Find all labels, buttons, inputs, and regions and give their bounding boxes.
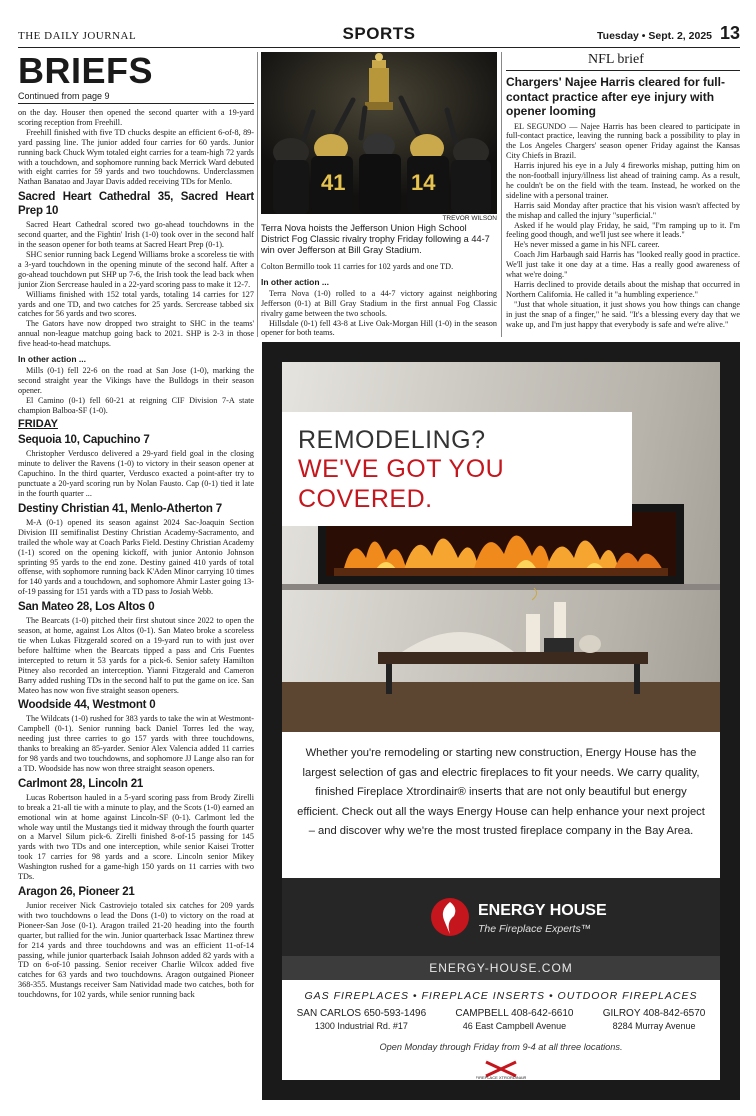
brief-paragraph: Mills (0-1) fell 22-6 on the road at San Jose (1-0), marking the second straight year the Vikings have the Bulldogs in their season opener.	[18, 365, 254, 395]
ad-headline-line2: WE'VE GOT YOU COVERED.	[298, 455, 505, 513]
friday-label: FRIDAY	[18, 418, 58, 431]
jersey-number-41: 41	[321, 170, 346, 195]
team-trophy-photo	[261, 52, 497, 214]
brand-name: ENERGY HOUSE	[478, 902, 607, 919]
ad-headline-line1: REMODELING?	[298, 426, 486, 454]
vase-icon	[579, 635, 601, 653]
story-headline: Sequoia 10, Capuchino 7	[18, 434, 150, 447]
brief-paragraph: on the day. Houser then opened the second quarter with a 19-yard scoring reception from Freehill.	[18, 108, 254, 127]
nfl-paragraph: Harris declined to provide details about the mishap that occurred in Northern California. He called it "a humbling experience."	[506, 280, 740, 299]
ad-services: GAS FIREPLACES • FIREPLACE INSERTS • OUTDOOR FIREPLACES	[304, 990, 698, 1002]
brief-paragraph: The Bearcats (1-0) pitched their first shutout since 2022 to open the season, at home, against Los Altos (0-1). San Mateo broke a scoreless tie when Lukas Fitzgerald scored on a 19-yard run to with just over before halftime when the Bearcats tipped a pass and Cris Fuentes intercepted to return it 53 yards for a pick-6. Senior safety Hamilton Pitney also recorded an interception. Yianni Fitzgerald and Cameron Barry added rushing TDs in the second half to put the game on ice. San Mateo has now won five straight season openers.	[18, 616, 254, 695]
nfl-paragraph: He's never missed a game in his NFL career.	[514, 240, 660, 250]
nfl-headline: Chargers' Najee Harris cleared for full-contact practice after eye injury with opener looming	[506, 75, 725, 118]
story-headline: Aragon 26, Pioneer 21	[18, 886, 135, 898]
ad-hours: Open Monday through Friday from 9-4 at all three locations.	[379, 1042, 623, 1052]
ad-body-copy: Whether you're remodeling or starting new construction, Energy House has the largest selection of gas and electric fireplaces to fit your needs. We carry quality, finished Fireplace Xtrordinair® inserts that are not only beautiful but energy efficient. Check out all the ways Energy House can help enhance your next project – and discover why we're the most trusted fireplace company in the Bay Area.	[297, 747, 705, 837]
energy-house-emblem-icon	[431, 898, 469, 936]
ad-locations	[282, 1008, 720, 1031]
ad-panel	[282, 362, 720, 1080]
coffee-table	[378, 652, 648, 664]
fireplace-photo	[282, 362, 720, 732]
brief-paragraph: M-A (0-1) opened its season against 2024 Sac-Joaquin Section Division III semifinalist Destiny Christian Academy-Sacramento, and trailed the whole way at Coach Parks Field. Destiny Christian Academy (1-1) scored on the opening kickoff, with junior Antonio Johnson sprinting 95 yards to the end zone. Destiny gained 410 yards of total offense, with sophomore running back K'Aden Minor carrying 10 times for 140 yards and a touchdown, and sophomore Ahmir Laster going 13-of-19 passing for 151 yards with a TD pass to Josiah Webb.	[18, 517, 254, 597]
page-number: 13	[719, 23, 740, 43]
nfl-paragraph: Harris injured his eye in a July 4 fireworks mishap, putting him on the non-football injury/illness list ahead of training camp. As a result, he couldn't be on the field with the team. Instead, he worked on the sideline with a personal trainer.	[506, 161, 740, 200]
column-divider	[257, 52, 258, 337]
fireplace-xtrordinair-logo	[476, 1058, 526, 1080]
nfl-kicker: NFL brief	[506, 52, 740, 71]
photo-caption: Terra Nova hoists the Jefferson Union High School District Fog Classic rivalry trophy Friday following a 44-7 win over Jefferson at Bill Gray Stadium.	[261, 223, 490, 255]
candle-icon	[526, 614, 540, 652]
story-headline: San Mateo 28, Los Altos 0	[18, 601, 155, 614]
svg-text:FIREPLACE XTRORDINAIR: FIREPLACE XTRORDINAIR	[476, 1075, 526, 1080]
location-gilroy	[603, 1008, 706, 1031]
brief-paragraph: Lucas Robertson hauled in a 5-yard scoring pass from Brody Zirelli to break a 21-all tie with a minute to play, and the Scots (1-0) earned an emotional win at home against Lincoln-SF (0-1). Carlmont led the whole way until the Mustangs tied it midway through the fourth quarter on a Marvel Silum pick-6. Zirelli finished 8-of-15 passing for 145 yards with two TDs and one interception, while senior Kaisei Trotter took 17 carries for 98 yards and a score. Lincoln senior Mikey Washington rushed for a game-high 150 yards on 11 carries with two TDs.	[18, 792, 254, 882]
bowl-icon	[402, 632, 514, 652]
nfl-paragraph: Coach Jim Harbaugh said Harris has "looked really good in practice. We'll just take it one day at a time. Has a really good awareness of what we're doing."	[506, 250, 740, 280]
ad-brand-bar	[282, 878, 720, 956]
nfl-paragraph: Harris said Monday after practice that his vision wasn't affected by the mishap and called the injury "superficial."	[506, 200, 740, 220]
masthead	[18, 22, 740, 48]
photo-credit: TREVOR WILSON	[442, 215, 497, 222]
story-headline: Destiny Christian 41, Menlo-Atherton 7	[18, 502, 222, 515]
column-divider	[501, 52, 502, 337]
divider	[18, 103, 254, 104]
brief-paragraph: Christopher Verdusco delivered a 29-yard field goal in the closing minute to deliver the Ravens (1-0) to victory in their season opener at Capuchino. In the third quarter, Verdusco exacted a point-after try to punctuate a 20-yard scoring run by Nolan Fausto. Cap (0-1) tied it late in the fourth quarter ...	[18, 449, 254, 498]
nfl-brief-column	[506, 52, 740, 330]
location-phone: CAMPBELL 408-642-6610	[455, 1008, 574, 1019]
brief-paragraph: Colton Bermillo took 11 carries for 102 yards and one TD.	[261, 262, 454, 271]
jersey-number-14: 14	[411, 170, 436, 195]
location-address: 8284 Murray Avenue	[612, 1021, 696, 1031]
section-title: SPORTS	[342, 24, 416, 43]
energy-house-logo	[282, 878, 720, 956]
story-headline: Woodside 44, Westmont 0	[18, 699, 156, 712]
paper-name: THE DAILY JOURNAL	[18, 30, 137, 42]
location-address: 1300 Industrial Rd. #17	[314, 1021, 408, 1031]
story-headline: Sacred Heart Cathedral 35, Sacred Heart Prep 10	[18, 191, 254, 218]
energy-house-ad	[262, 342, 740, 1100]
location-phone: SAN CARLOS 650-593-1496	[296, 1008, 427, 1019]
brief-paragraph: Williams finished with 152 total yards, totaling 14 carries for 127 yards and one TD, and two catches for 25 yards. Sercrease tabbed six catches for 56 yards and two scores.	[18, 289, 254, 319]
brief-paragraph: Hillsdale (0-1) fell 43-8 at Live Oak-Morgan Hill (1-0) in the season opener for both teams.	[261, 318, 497, 338]
briefs-body	[18, 108, 254, 1000]
brief-paragraph: Sacred Heart Cathedral scored two go-ahead touchdowns in the second quarter, and the Fightin' Irish (1-0) took over in the second half in the season opener for both teams at Sacred Heart Prep (0-1).	[18, 220, 254, 250]
mid-story-body	[261, 262, 497, 338]
briefs-column	[18, 52, 254, 1102]
photo-column	[261, 52, 497, 338]
location-phone: GILROY 408-842-6570	[602, 1008, 706, 1019]
nfl-paragraph: EL SEGUNDO — Najee Harris has been cleared to participate in full-contact practice, leaving the running back a possibility to play in the Los Angeles Chargers' season opener Friday against the Kansas City Chiefs in Brazil.	[506, 121, 740, 161]
brief-paragraph: The Gators have now dropped two straight to SHC in the teams' annual non-league matchup going back to 2021. SHP is 2-3 in those five head-to-head matchups.	[18, 319, 254, 349]
nfl-paragraph: "Just that whole situation, it just shows you how things can change in just the snap of a finger," he said. "It's a blessing every day that we wake up, and I'm just happy that everybody is safe and we're alive."	[506, 299, 740, 329]
brief-paragraph: SHC senior running back Legend Williams broke a scoreless tie with a 3-yard touchdown in the opening minute of the second half. After a go-ahead touchdown put SHP up 7-6, the Irish took the lead back when junior Zion Sercrease hauled in a 22-yard scoring pass to make it 12-7.	[18, 249, 254, 289]
ad-headline-box	[282, 412, 632, 526]
briefs-title: BRIEFS	[18, 52, 154, 91]
ad-website: ENERGY-HOUSE.COM	[282, 956, 720, 980]
brief-paragraph: Junior receiver Nick Castroviejo totaled six catches for 209 yards with two touchdowns o lead the Dons (1-0) to victory on the road at Pioneer-San Jose (0-1). Aragon trailed 21-20 heading into the fourth quarter, but rallied for the win. Junior quarterback Issac Martinez threw for 214 yards and three touchdowns and was an efficient 11-of-14 passing, while junior quarterback Isaiah Johnson added 82 yards with a TD on 6-of-10 passing. Senior receiver Charlie Wilcox added five catches for 63 yards and two touchdowns. Aragon outgained Pioneer 368-355. Mustangs receiver Sam Natividad made two catches, both for touchdowns, for 102 yards, while senior running back	[18, 901, 254, 1000]
brief-paragraph: The Wildcats (1-0) rushed for 383 yards to take the win at Westmont-Campbell (0-1). Senior running back Daniel Torres led the way, needing just three carries to go 157 yards with three touchdowns, thanks to breaking an 85-yarder. Senior Alex Valencia added 11 carries for 98 yards and two touchdowns, and sophomore JJ Lange also ran for a TD. Woodside has now won three straight season openers.	[18, 714, 254, 773]
brief-paragraph: Freehill finished with five TD chucks despite an efficient 6-of-8, 89-yard passing line. The junior added four carries for 60 yards. Junior running back Chuck Wym totaled eight carries for a team-high 72 yards with a touchdown, and sophomore running back Merrick Ward debuted with eight carries for 59 yards and two touchdowns. Underclassmen Nathan Banatao and Jayar Davis added receiving TDs for Menlo.	[18, 127, 254, 187]
location-campbell	[455, 1008, 573, 1031]
brief-paragraph: Terra Nova (1-0) rolled to a 44-7 victory against neighboring Jefferson (0-1) at Bill Gray Stadium in the first annual Fog Classic rivalry game between the two schools.	[261, 288, 497, 318]
story-headline: Carlmont 28, Lincoln 21	[18, 777, 144, 790]
other-action-label: In other action ...	[18, 354, 87, 365]
other-action-label: In other action ...	[261, 276, 330, 287]
trophy-celebration-image	[261, 52, 497, 214]
issue-date: Tuesday • Sept. 2, 2025	[597, 30, 712, 42]
continued-line: Continued from page 9	[18, 91, 110, 101]
location-address: 46 East Campbell Avenue	[462, 1021, 567, 1031]
brief-paragraph: El Camino (0-1) fell 60-21 at reigning CIF Division 7-A state champion Balboa-SF (1-0).	[18, 395, 254, 415]
location-san-carlos	[297, 1008, 427, 1031]
nfl-paragraph: Asked if he would play Friday, he said, "I'm ramping up to it. I'm feeling good though, and we'll just see where it leads."	[506, 220, 740, 240]
brand-tagline: The Fireplace Experts™	[478, 923, 592, 935]
nfl-body	[506, 122, 740, 330]
